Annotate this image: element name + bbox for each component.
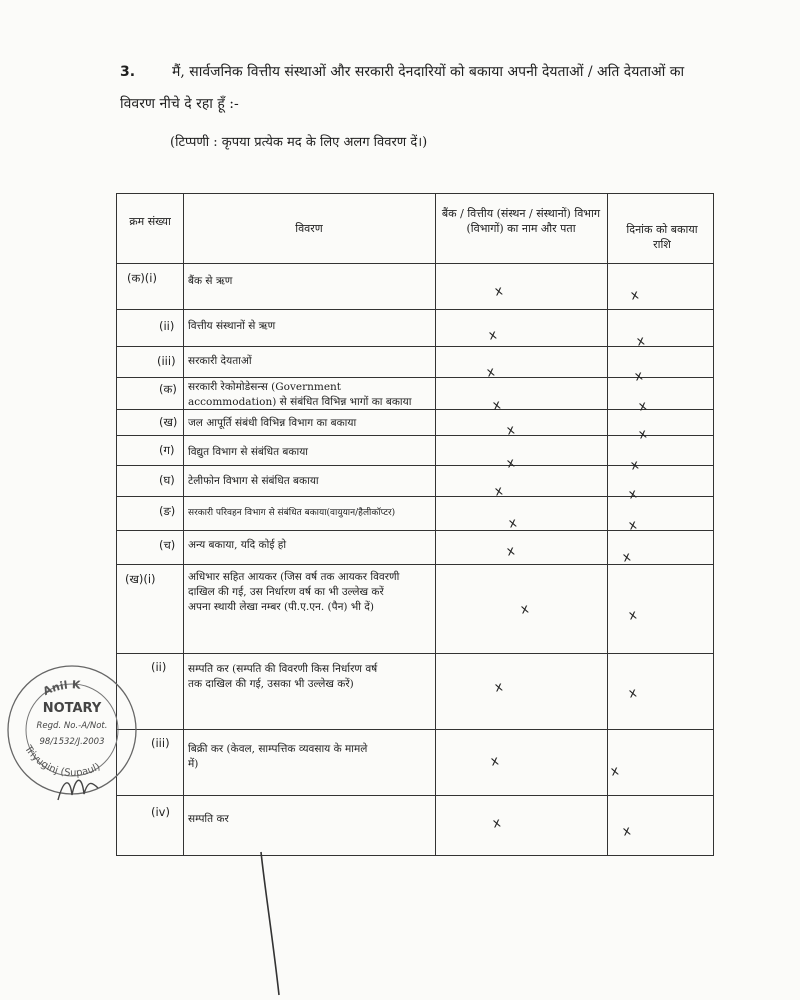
row-description: वित्तीय संस्थानों से ऋण bbox=[188, 320, 276, 332]
bank-mark: x bbox=[493, 283, 505, 300]
row-description: सरकारी परिवहन विभाग से संबंधित बकाया(वायुयान/हैलीकॉप्टर) bbox=[188, 508, 396, 518]
item-number: 3. bbox=[120, 64, 136, 80]
row-description: सरकारी रेकोमोडेसन्स (Government accommodation) से संबंधित विभिन्न भागों का बकाया bbox=[188, 381, 412, 408]
row-index: (घ) bbox=[159, 473, 175, 487]
intro-line-1: मैं, सार्वजनिक वित्तीय संस्थाओं और सरकारी देनदारियों को बकाया अपनी देयताओं / अति देयताओं का bbox=[172, 64, 685, 80]
bank-mark: x bbox=[505, 455, 517, 472]
amount-mark: x bbox=[609, 763, 621, 780]
bank-mark: x bbox=[505, 422, 517, 439]
liabilities-table bbox=[116, 193, 714, 856]
stamp-place: Triyuginj (Supaul) bbox=[22, 743, 103, 779]
amount-mark: x bbox=[621, 823, 633, 840]
svg-text:Anil K bbox=[41, 678, 81, 698]
notary-stamp bbox=[0, 650, 145, 805]
amount-mark: x bbox=[629, 287, 641, 304]
row-index: (ii) bbox=[159, 319, 175, 333]
row-description: अधिभार सहित आयकर (जिस वर्ष तक आयकर विवरणी दाखिल की गई, उस निर्धारण वर्ष का भी उल्लेख करें अपना स्थायी लेखा नम्बर (पी.ए.एन. (पैन) भी दें) bbox=[188, 571, 400, 613]
row-description: सम्पति कर bbox=[188, 813, 229, 825]
bank-mark: x bbox=[487, 327, 499, 344]
row-description: सरकारी देयताओं bbox=[188, 355, 252, 367]
row-description: जल आपूर्ति संबंधी विभिन्न विभाग का बकाया bbox=[188, 417, 357, 429]
row-index: (iv) bbox=[151, 805, 170, 819]
row-index: (च) bbox=[159, 538, 176, 552]
amount-mark: x bbox=[637, 398, 649, 415]
row-index: (क) bbox=[159, 382, 177, 396]
amount-mark: x bbox=[627, 685, 639, 702]
pen-stroke bbox=[255, 850, 285, 1000]
amount-mark: x bbox=[635, 333, 647, 350]
row-description: बिक्री कर (केवल, साम्पत्तिक व्यवसाय के मामले में) bbox=[188, 743, 368, 770]
row-description: अन्य बकाया, यदि कोई हो bbox=[188, 539, 287, 551]
header-bank: बैंक / वित्तीय (संस्थन / संस्थानों) विभाग (विभागों) का नाम और पता bbox=[441, 207, 601, 235]
bank-mark: x bbox=[505, 543, 517, 560]
stamp-title: NOTARY bbox=[42, 701, 102, 716]
note-text: (टिप्पणी : कृपया प्रत्येक मद के लिए अलग विवरण दें।) bbox=[170, 135, 428, 150]
row-index: (ii) bbox=[151, 660, 167, 674]
amount-mark: x bbox=[629, 457, 641, 474]
bank-mark: x bbox=[519, 601, 531, 618]
row-description: टेलीफोन विभाग से संबंधित बकाया bbox=[188, 475, 319, 487]
amount-mark: x bbox=[637, 426, 649, 443]
svg-text:Triyuginj (Supaul) bbox=[21, 743, 102, 779]
stamp-name: Anil K bbox=[41, 678, 81, 699]
row-index: (iii) bbox=[157, 354, 176, 368]
row-description: बैंक से ऋण bbox=[188, 275, 233, 287]
amount-mark: x bbox=[627, 486, 639, 503]
row-description: सम्पति कर (सम्पति की विवरणी किस निर्धारण वर्ष तक दाखिल की गई, उसका भी उल्लेख करें) bbox=[188, 663, 378, 690]
row-index: (ख) bbox=[159, 415, 178, 429]
row-description: विद्युत विभाग से संबंधित बकाया bbox=[188, 446, 309, 458]
row-index: (क)(i) bbox=[127, 271, 157, 285]
amount-mark: x bbox=[633, 368, 645, 385]
bank-mark: x bbox=[493, 483, 505, 500]
stamp-regd: Regd. No.-A/Not. bbox=[36, 721, 108, 731]
intro-line-2: विवरण नीचे दे रहा हूँ :- bbox=[120, 96, 239, 112]
amount-mark: x bbox=[621, 549, 633, 566]
row-index: (ख)(i) bbox=[125, 572, 156, 586]
bank-mark: x bbox=[489, 753, 501, 770]
amount-mark: x bbox=[627, 517, 639, 534]
stamp-number: 98/1532/J.2003 bbox=[39, 737, 105, 747]
bank-mark: x bbox=[485, 364, 497, 381]
amount-mark: x bbox=[627, 607, 639, 624]
bank-mark: x bbox=[491, 397, 503, 414]
bank-mark: x bbox=[491, 815, 503, 832]
header-serial: क्रम संख्या bbox=[129, 215, 171, 228]
row-index: (ग) bbox=[159, 443, 175, 457]
row-index: (iii) bbox=[151, 736, 170, 750]
row-index: (ङ) bbox=[159, 504, 176, 518]
bank-mark: x bbox=[493, 679, 505, 696]
header-details: विवरण bbox=[295, 222, 323, 235]
header-amount: दिनांक को बकाया राशि bbox=[626, 223, 698, 251]
bank-mark: x bbox=[507, 515, 519, 532]
